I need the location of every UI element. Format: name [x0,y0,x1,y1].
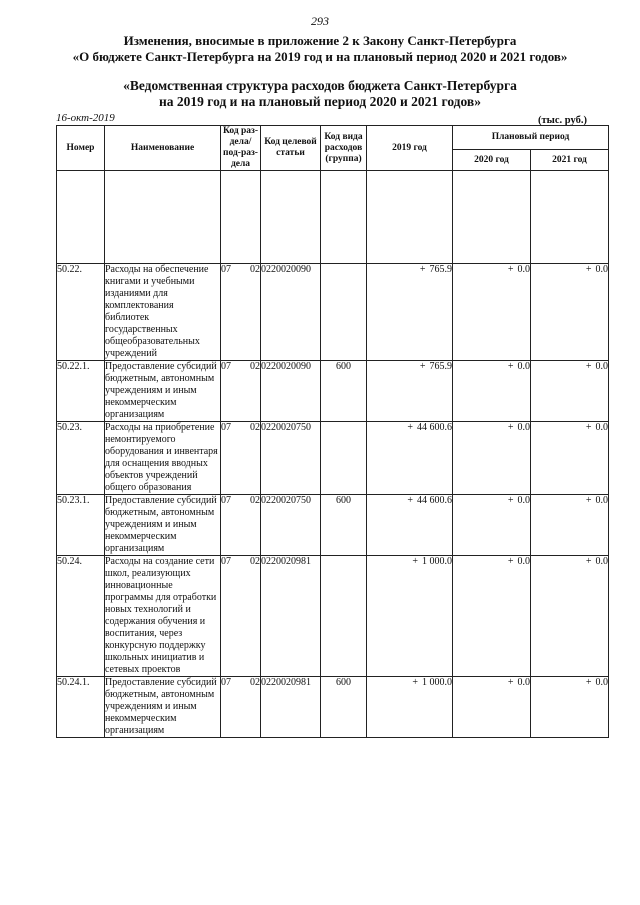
row-2021-value: 0.0 [595,677,608,688]
row-2020-value: 0.0 [517,264,530,275]
table-row [57,556,609,677]
table-row [57,422,609,495]
row-2019-sign: + [419,361,426,372]
header-2021: 2021 год [531,150,609,171]
header-plan-period: Плановый период [453,126,609,150]
row-2020-sign: + [507,556,514,567]
row-name: Предоставление субсидий бюджетным, автономным учреждениям и иным некоммерческим организациям [105,677,221,738]
row-article: 0220020981 [261,556,321,677]
row-razdel-code: 07 [221,495,231,506]
table-row [57,495,609,556]
document-subtitle [0,78,640,110]
row-2020-value: 0.0 [517,556,530,567]
row-razdel [221,422,261,495]
row-number: 50.22. [57,264,105,361]
row-name: Предоставление субсидий бюджетным, автономным учреждениям и иным некоммерческим организациям [105,495,221,556]
row-2021 [531,361,609,422]
row-2021-value: 0.0 [595,556,608,567]
row-2020-sign: + [507,422,514,433]
row-razdel-code: 07 [221,556,231,567]
row-2021 [531,422,609,495]
row-subrazdel-code: 02 [250,361,260,372]
row-2020-value: 0.0 [517,361,530,372]
row-2019-sign: + [412,677,418,688]
row-2021 [531,556,609,677]
header-group: Код вида расходов (группа) [321,126,367,171]
row-2020 [453,495,531,556]
row-2019-sign: + [412,556,418,567]
row-2019 [367,361,453,422]
row-razdel-code: 07 [221,422,231,433]
row-razdel [221,495,261,556]
row-2020 [453,677,531,738]
row-2020-sign: + [507,361,514,372]
row-subrazdel-code: 02 [250,422,260,433]
row-2021 [531,495,609,556]
row-2019-value: 765.9 [429,361,452,372]
row-group: 600 [321,361,367,422]
row-article: 0220020981 [261,677,321,738]
row-subrazdel-code: 02 [250,495,260,506]
row-2020-value: 0.0 [517,677,530,688]
table-row [57,264,609,361]
document-date: 16-окт-2019 [56,112,115,124]
row-2019-value: 1 000.0 [422,556,452,567]
row-article: 0220020090 [261,361,321,422]
row-2021-sign: + [585,422,592,433]
row-2021-sign: + [585,495,592,506]
row-2019 [367,677,453,738]
row-razdel-code: 07 [221,361,231,372]
row-article: 0220020750 [261,422,321,495]
row-group [321,422,367,495]
row-2019-sign: + [407,422,413,433]
row-2020 [453,422,531,495]
budget-table [56,125,609,738]
row-razdel [221,556,261,677]
row-2019 [367,264,453,361]
title-line-1: Изменения, вносимые в приложение 2 к Закону Санкт-Петербурга [123,33,517,48]
row-group [321,264,367,361]
row-2019-sign: + [407,495,413,506]
document-title [0,33,640,65]
row-2021-sign: + [585,677,592,688]
header-number: Номер [57,126,105,171]
page-number: 293 [311,14,329,28]
row-subrazdel-code: 02 [250,677,260,688]
row-2019-value: 765.9 [429,264,452,275]
row-group: 600 [321,677,367,738]
row-2019 [367,422,453,495]
row-razdel [221,264,261,361]
row-subrazdel-code: 02 [250,264,260,275]
row-2020-sign: + [507,495,514,506]
row-number: 50.23.1. [57,495,105,556]
row-2021-sign: + [585,361,592,372]
row-2020 [453,556,531,677]
row-2020-sign: + [507,264,514,275]
row-article: 0220020750 [261,495,321,556]
row-name: Предоставление субсидий бюджетным, автономным учреждениям и иным некоммерческим организациям [105,361,221,422]
row-razdel [221,361,261,422]
row-2021-value: 0.0 [595,495,608,506]
row-2020-value: 0.0 [517,495,530,506]
row-2021-sign: + [585,264,592,275]
row-razdel-code: 07 [221,264,231,275]
row-2021 [531,264,609,361]
row-razdel-code: 07 [221,677,231,688]
subtitle-line-1: «Ведомственная структура расходов бюджета Санкт-Петербурга [123,78,517,93]
row-2019-sign: + [419,264,426,275]
table-row [57,361,609,422]
header-2019: 2019 год [367,126,453,171]
row-2020 [453,361,531,422]
row-group [321,556,367,677]
row-2019 [367,495,453,556]
row-number: 50.23. [57,422,105,495]
row-number: 50.24.1. [57,677,105,738]
row-2020 [453,264,531,361]
row-2020-value: 0.0 [517,422,530,433]
row-name: Расходы на обеспечение книгами и учебными изданиями для комплектования библиотек государственных общеобразовательных учреждений [105,264,221,361]
row-2019-value: 1 000.0 [422,677,452,688]
row-subrazdel-code: 02 [250,556,260,567]
row-2019-value: 44 600.6 [417,422,452,433]
row-razdel [221,677,261,738]
table-row [57,677,609,738]
row-2019-value: 44 600.6 [417,495,452,506]
row-name: Расходы на приобретение немонтируемого оборудования и инвентаря для оснащения вводных объектов учреждений общего образования [105,422,221,495]
row-number: 50.24. [57,556,105,677]
row-2021-value: 0.0 [595,264,608,275]
row-2020-sign: + [507,677,514,688]
row-2021-value: 0.0 [595,422,608,433]
header-2020: 2020 год [453,150,531,171]
header-name: Наименование [105,126,221,171]
row-2019 [367,556,453,677]
row-article: 0220020090 [261,264,321,361]
row-2021 [531,677,609,738]
subtitle-line-2: на 2019 год и на плановый период 2020 и 2021 годов» [159,94,481,109]
title-line-2: «О бюджете Санкт-Петербурга на 2019 год и на плановый период 2020 и 2021 годов» [72,49,568,64]
row-2021-value: 0.0 [595,361,608,372]
header-article: Код целевой статьи [261,126,321,171]
header-razdel: Код раз-дела/ под-раз-дела [221,126,261,171]
row-number: 50.22.1. [57,361,105,422]
row-name: Расходы на создание сети школ, реализующих инновационные программы для отработки новых технологий и содержания обучения и воспитания, через конкурсную поддержку школьных инициатив и сетевых проектов [105,556,221,677]
row-2021-sign: + [585,556,592,567]
header-spacer-row [57,171,609,264]
units-label: (тыс. руб.) [538,115,587,126]
row-group: 600 [321,495,367,556]
